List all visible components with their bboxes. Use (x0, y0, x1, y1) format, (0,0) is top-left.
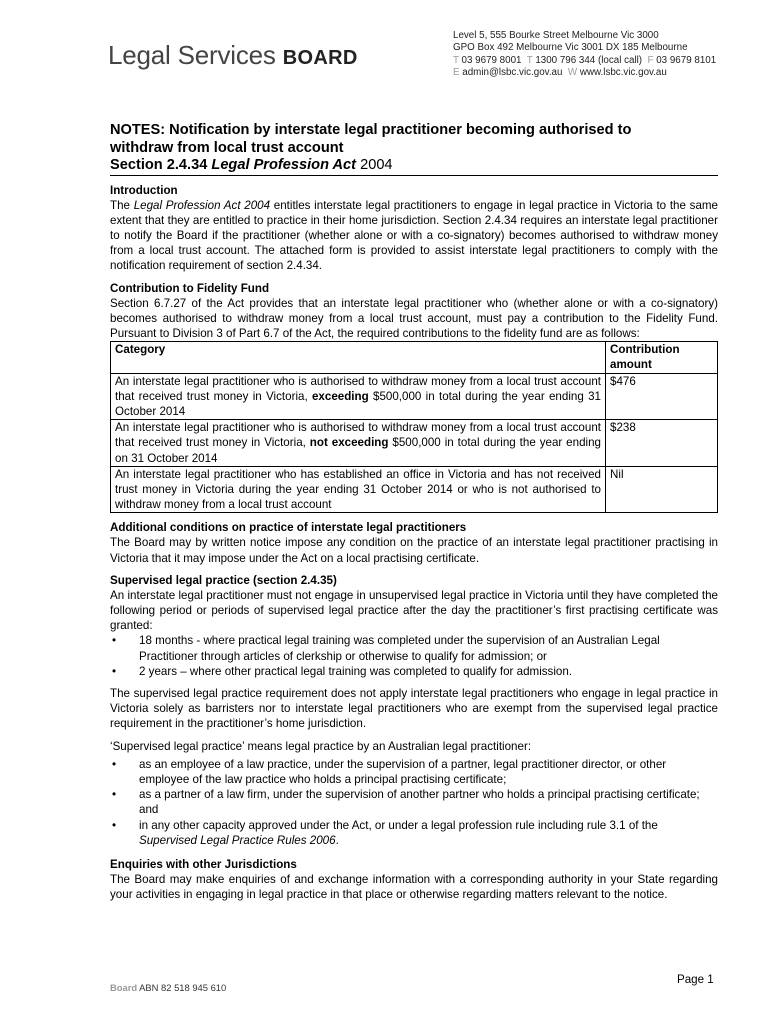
enquiries-text: The Board may make enquiries of and exchange information with a corresponding authority in your State regarding your activities in engaging in legal practice in that place or otherwise regarding matters relevant to the notice. (110, 873, 718, 902)
table-header-row (111, 342, 718, 373)
fidelity-heading: Contribution to Fidelity Fund (110, 281, 270, 295)
bullet-icon: • (112, 634, 117, 648)
list-item: • in any other capacity approved under the Act, or under a legal profession rule including rule 3.1 of the Supervised Legal Practice Rules 2006. (112, 818, 658, 847)
list-item: • as a partner of a law firm, under the supervision of another partner who holds a principal practising certificate; and (112, 788, 700, 817)
list-item: • 18 months - where practical legal training was completed under the supervision of an Australian Legal Practitioner through articles of clerkship or otherwise to qualify for admission; or (112, 634, 660, 663)
meaning-text: ‘Supervised legal practice’ means legal practice by an Australian legal practitioner: (110, 739, 532, 753)
abn-footer: Board ABN 82 518 945 610 (110, 982, 227, 993)
email-line: E admin@lsbc.vic.gov.au W www.lsbc.vic.gov.au (453, 67, 667, 79)
introduction-heading: Introduction (110, 183, 178, 197)
page-number: Page 1 (677, 973, 714, 986)
amount-cell: $476 (606, 373, 718, 420)
email-link[interactable]: admin@lsbc.vic.gov.au (462, 67, 563, 79)
supervised-heading: Supervised legal practice (section 2.4.35) (110, 573, 337, 587)
postal-line: GPO Box 492 Melbourne Vic 3001 DX 185 Melbourne (453, 42, 688, 54)
list-item: • as an employee of a law practice, under the supervision of a partner, legal practitioner director, or other employee of the law practice who holds a principal practising certificate; (112, 757, 667, 786)
address-line: Level 5, 555 Bourke Street Melbourne Vic 3000 (453, 30, 659, 41)
title-divider (110, 175, 718, 176)
table-row (111, 420, 718, 467)
category-cell: An interstate legal practitioner who is authorised to withdraw money from a local trust account that received trust money in Victoria, exceeding $500,000 in total during the year ending 31 October 2014 (111, 373, 606, 420)
contact-block (453, 30, 716, 80)
contribution-table (110, 341, 718, 513)
supervised-text: An interstate legal practitioner must not engage in unsupervised legal practice in Victoria until they have completed the following period or periods of supervised legal practice after the day the practitioner’s first practising certificate was granted: (110, 588, 718, 633)
bullet-icon: • (112, 757, 117, 771)
list-item: • 2 years – where other practical legal training was completed to qualify for admission. (112, 664, 573, 678)
logo (108, 40, 358, 71)
additional-conditions-text: The Board may by written notice impose any condition on the practice of an interstate legal practitioner practising in Victoria that it may impose under the Act on a local practising certificate. (110, 536, 718, 565)
bullet-icon: • (112, 818, 117, 832)
amount-cell: $238 (606, 420, 718, 467)
web-link[interactable]: www.lsbc.vic.gov.au (579, 67, 667, 79)
enquiries-heading: Enquiries with other Jurisdictions (110, 858, 297, 872)
category-cell: An interstate legal practitioner who has established an office in Victoria and has not received trust money in Victoria during the year ending 31 October 2014 or who is not authorised to withdraw money from a local trust account (111, 466, 606, 513)
exemption-text: The supervised legal practice requirement does not apply interstate legal practitioners who engage in legal practice in Victoria solely as barristers nor to interstate legal practitioners who are exempt from the supervised legal practice requirement in the practitioner’s home jurisdiction. (110, 686, 718, 731)
document-body (110, 122, 718, 902)
category-column-header: Category (111, 342, 606, 373)
logo-bold-text: BOARD (282, 47, 358, 69)
phone-line: T 03 9679 8001 T 1300 796 344 (local call) F 03 9679 8101 (453, 54, 717, 66)
logo-text: Legal Services (108, 40, 276, 70)
table-row (111, 466, 718, 513)
fidelity-text: Section 6.7.27 of the Act provides that an interstate legal practitioner who (whether alone or with a co-signatory) becomes authorised to withdraw money from a local trust account, must pay a contribution to the Fidelity Fund. Pursuant to Division 3 of Part 6.7 of the Act, the required contributions to the fidelity fund are as follows: (110, 296, 718, 340)
supervised-period-list (110, 633, 718, 679)
bullet-icon: • (112, 664, 117, 678)
amount-cell: Nil (606, 466, 718, 513)
table-row (111, 373, 718, 420)
additional-conditions-heading: Additional conditions on practice of interstate legal practitioners (110, 521, 467, 535)
introduction-text: The Legal Profession Act 2004 entitles interstate legal practitioners to engage in legal practice in Victoria to the same extent that they are entitled to practice in their home jurisdiction. Section 2.4.34 requires an interstate legal practitioner to notify the Board if the practitioner (whether alone or with a co-signatory) becomes authorised to withdraw money from a local trust account. The attached form is provided to assist interstate legal practitioners to comply with the notification requirement of section 2.4.34. (110, 198, 718, 273)
amount-column-header: Contribution amount (606, 342, 718, 373)
bullet-icon: • (112, 788, 117, 802)
page-title: NOTES: Notification by interstate legal practitioner becoming authorised to withdraw from local trust account Section 2.4.34 Legal Profession Act 2004 (110, 122, 632, 173)
supervised-meaning-list (110, 757, 718, 848)
category-cell: An interstate legal practitioner who is authorised to withdraw money from a local trust account that received trust money in Victoria, not exceeding $500,000 in total during the year ending on 31 October 2014 (111, 420, 606, 467)
